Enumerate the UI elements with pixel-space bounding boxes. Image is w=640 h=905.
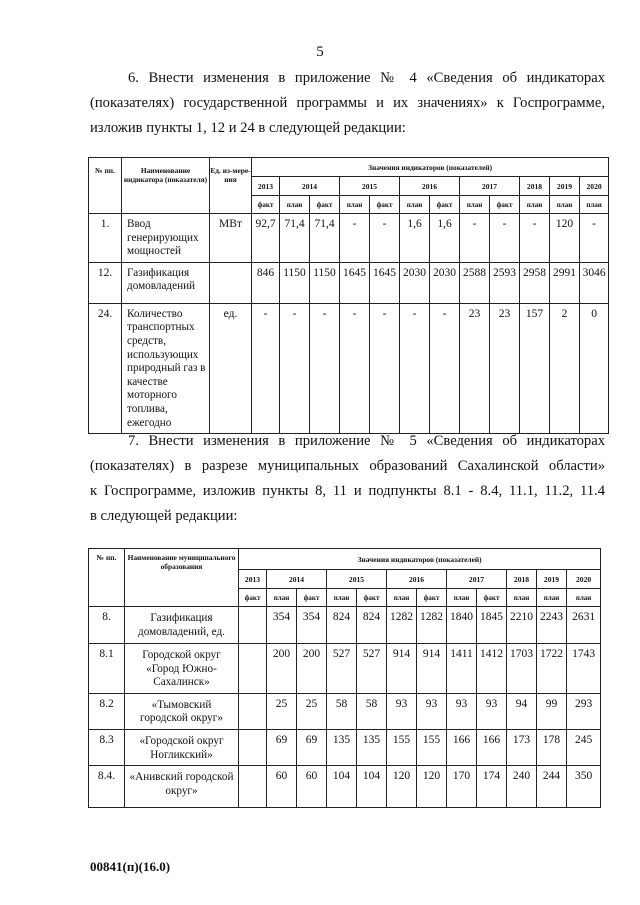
row-number: 8.2 (89, 693, 125, 729)
value-cell: 293 (567, 693, 601, 729)
value-cell: 93 (447, 693, 477, 729)
table-row (89, 644, 601, 694)
value-cell: 155 (387, 729, 417, 765)
value-cell: 1150 (310, 262, 340, 303)
table-row (89, 262, 609, 303)
row-name: Газификация домовладений (122, 262, 210, 303)
value-cell: 25 (267, 693, 297, 729)
value-cell: 0 (580, 303, 609, 433)
value-cell: 1845 (477, 607, 507, 644)
row-name: Городской округ «Город Южно-Сахалинск» (125, 644, 239, 694)
value-cell: 1743 (567, 644, 601, 694)
value-cell: - (430, 303, 460, 433)
value-cell: 71,4 (310, 214, 340, 263)
col-header-name: Наименование муниципального образования (125, 549, 239, 607)
value-cell: 1840 (447, 607, 477, 644)
value-cell: 2958 (520, 262, 550, 303)
value-cell: 354 (267, 607, 297, 644)
paragraph-7 (90, 429, 605, 529)
value-cell: - (340, 214, 370, 263)
paragraph-6-line: изложив пункты 1, 12 и 24 в следующей редакции: (90, 120, 406, 136)
col-header-values: Значения индикаторов (показателей) (252, 158, 609, 177)
value-cell: 104 (357, 766, 387, 808)
value-cell: 1282 (387, 607, 417, 644)
row-name: «Городской округ Ногликский» (125, 729, 239, 765)
value-cell: 23 (490, 303, 520, 433)
value-cell: 527 (357, 644, 387, 694)
value-cell: 25 (297, 693, 327, 729)
value-cell: - (280, 303, 310, 433)
value-cell: - (490, 214, 520, 263)
paragraph-7-line: к Госпрограмме, изложив пункты 8, 11 и подпункты 8.1 - 8.4, 11.1, 11.2, 11.4 (90, 483, 605, 499)
paragraph-7-line: (показателях) в разрезе муниципальных образований Сахалинской области» (90, 458, 605, 474)
subheader: план (327, 589, 357, 607)
value-cell: 824 (357, 607, 387, 644)
value-cell: 69 (297, 729, 327, 765)
value-cell: 2991 (550, 262, 580, 303)
value-cell: 93 (477, 693, 507, 729)
year-header: 2019 (550, 177, 580, 196)
col-header-unit: Ед. из-мере-ния (210, 158, 252, 214)
year-header: 2014 (280, 177, 340, 196)
value-cell: 244 (537, 766, 567, 808)
subheader: план (460, 196, 490, 214)
document-code: 00841(п)(16.0) (90, 859, 171, 874)
row-name: Газификация домовладений, ед. (125, 607, 239, 644)
subheader: план (567, 589, 601, 607)
paragraph-7-line: в следующей редакции: (90, 508, 238, 524)
municipal-indicators-table (88, 548, 601, 808)
table-row (89, 607, 601, 644)
row-number: 8. (89, 607, 125, 644)
value-cell: - (370, 303, 400, 433)
value-cell: 178 (537, 729, 567, 765)
year-header: 2015 (340, 177, 400, 196)
value-cell: 2593 (490, 262, 520, 303)
year-header: 2020 (567, 570, 601, 589)
subheader: факт (370, 196, 400, 214)
row-number: 1. (89, 214, 122, 263)
subheader: факт (310, 196, 340, 214)
year-header: 2018 (520, 177, 550, 196)
table-row (89, 729, 601, 765)
value-cell: 1,6 (430, 214, 460, 263)
year-header: 2015 (327, 570, 387, 589)
value-cell: - (252, 303, 280, 433)
value-cell: - (340, 303, 370, 433)
value-cell: 155 (417, 729, 447, 765)
value-cell: 166 (447, 729, 477, 765)
row-name: Количество транспортных средств, использующих природный газ в качестве моторного топлива, ежегодно (122, 303, 210, 433)
subheader: факт (490, 196, 520, 214)
value-cell: 1703 (507, 644, 537, 694)
col-header-values: Значения индикаторов (показателей) (239, 549, 601, 570)
value-cell: 60 (297, 766, 327, 808)
year-header: 2019 (537, 570, 567, 589)
value-cell (239, 644, 267, 694)
year-header: 2013 (252, 177, 280, 196)
value-cell: 120 (417, 766, 447, 808)
value-cell: 170 (447, 766, 477, 808)
row-number: 8.3 (89, 729, 125, 765)
subheader: факт (239, 589, 267, 607)
subheader: факт (297, 589, 327, 607)
value-cell: 846 (252, 262, 280, 303)
year-header: 2018 (507, 570, 537, 589)
value-cell: - (580, 214, 609, 263)
subheader: план (447, 589, 477, 607)
value-cell: 1412 (477, 644, 507, 694)
value-cell: - (310, 303, 340, 433)
table-row (89, 214, 609, 263)
indicators-table (88, 157, 609, 434)
value-cell: 92,7 (252, 214, 280, 263)
value-cell: 1645 (370, 262, 400, 303)
value-cell: 1411 (447, 644, 477, 694)
subheader: план (550, 196, 580, 214)
value-cell: 58 (327, 693, 357, 729)
value-cell: - (460, 214, 490, 263)
value-cell: 93 (417, 693, 447, 729)
value-cell: 104 (327, 766, 357, 808)
value-cell: 2030 (400, 262, 430, 303)
subheader: план (400, 196, 430, 214)
value-cell: 350 (567, 766, 601, 808)
value-cell: 2030 (430, 262, 460, 303)
value-cell: 1722 (537, 644, 567, 694)
value-cell: 157 (520, 303, 550, 433)
row-unit: ед. (210, 303, 252, 433)
value-cell: 914 (417, 644, 447, 694)
row-number: 8.4. (89, 766, 125, 808)
value-cell: 200 (267, 644, 297, 694)
row-name: Ввод генерирующих мощностей (122, 214, 210, 263)
value-cell: 2 (550, 303, 580, 433)
value-cell: 1150 (280, 262, 310, 303)
subheader: факт (252, 196, 280, 214)
paragraph-6 (90, 66, 605, 141)
subheader: план (507, 589, 537, 607)
value-cell: 200 (297, 644, 327, 694)
col-header-number: № пп. (89, 549, 125, 607)
value-cell: 2588 (460, 262, 490, 303)
value-cell: 173 (507, 729, 537, 765)
year-header: 2014 (267, 570, 327, 589)
value-cell: 99 (537, 693, 567, 729)
year-header: 2017 (447, 570, 507, 589)
value-cell: 135 (327, 729, 357, 765)
value-cell (239, 766, 267, 808)
subheader: факт (477, 589, 507, 607)
table-row (89, 303, 609, 433)
row-unit: МВт (210, 214, 252, 263)
subheader: план (340, 196, 370, 214)
subheader: факт (417, 589, 447, 607)
value-cell (239, 729, 267, 765)
value-cell: 71,4 (280, 214, 310, 263)
value-cell: 2243 (537, 607, 567, 644)
value-cell: 245 (567, 729, 601, 765)
value-cell: 3046 (580, 262, 609, 303)
value-cell: 69 (267, 729, 297, 765)
value-cell: 527 (327, 644, 357, 694)
table-row (89, 766, 601, 808)
row-number: 8.1 (89, 644, 125, 694)
value-cell: 135 (357, 729, 387, 765)
paragraph-6-line: (показателях) государственной программы и их значениях» к Госпрограмме, (90, 95, 605, 111)
value-cell: 60 (267, 766, 297, 808)
page-number: 5 (316, 44, 324, 60)
subheader: план (520, 196, 550, 214)
row-name: «Тымовский городской округ» (125, 693, 239, 729)
row-unit (210, 262, 252, 303)
value-cell: 240 (507, 766, 537, 808)
subheader: план (537, 589, 567, 607)
paragraph-6-line: 6. Внести изменения в приложение № 4 «Сведения об индикаторах (128, 70, 605, 86)
value-cell: 94 (507, 693, 537, 729)
value-cell: 120 (387, 766, 417, 808)
year-header: 2016 (387, 570, 447, 589)
subheader: план (387, 589, 417, 607)
value-cell: 58 (357, 693, 387, 729)
year-header: 2020 (580, 177, 609, 196)
value-cell: 1,6 (400, 214, 430, 263)
row-name: «Анивский городской округ» (125, 766, 239, 808)
value-cell: 1282 (417, 607, 447, 644)
col-header-name: Наименование индикатора (показателя) (122, 158, 210, 214)
year-header: 2016 (400, 177, 460, 196)
paragraph-7-line: 7. Внести изменения в приложение № 5 «Сведения об индикаторах (128, 433, 605, 449)
value-cell: 354 (297, 607, 327, 644)
value-cell: 2631 (567, 607, 601, 644)
value-cell: 120 (550, 214, 580, 263)
value-cell (239, 607, 267, 644)
value-cell: 824 (327, 607, 357, 644)
row-number: 24. (89, 303, 122, 433)
subheader: факт (357, 589, 387, 607)
subheader: план (267, 589, 297, 607)
subheader: план (280, 196, 310, 214)
subheader: план (580, 196, 609, 214)
subheader: факт (430, 196, 460, 214)
value-cell: - (520, 214, 550, 263)
value-cell: 23 (460, 303, 490, 433)
value-cell (239, 693, 267, 729)
value-cell: 174 (477, 766, 507, 808)
value-cell: - (400, 303, 430, 433)
value-cell: 914 (387, 644, 417, 694)
value-cell: - (370, 214, 400, 263)
year-header: 2017 (460, 177, 520, 196)
year-header: 2013 (239, 570, 267, 589)
value-cell: 1645 (340, 262, 370, 303)
row-number: 12. (89, 262, 122, 303)
value-cell: 166 (477, 729, 507, 765)
table-row (89, 693, 601, 729)
value-cell: 93 (387, 693, 417, 729)
col-header-number: № пп. (89, 158, 122, 214)
value-cell: 2210 (507, 607, 537, 644)
